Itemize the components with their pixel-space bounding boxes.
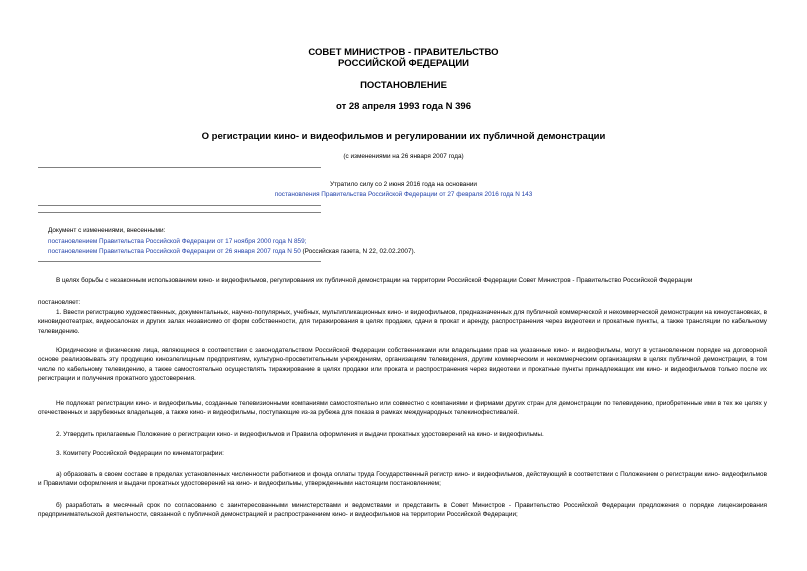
intro-paragraph: В целях борьбы с незаконным использованием кино- и видеофильмов, регулирования их публичной демонстрации на территории Российской Федерации Совет Министров - Правительство Российской Федерации [56,277,693,284]
invalidation-link[interactable]: постановления Правительства Российской Федерации от 27 февраля 2016 года N 143 [274,191,533,198]
changes-heading: Документ с изменениями, внесенными: [48,227,166,234]
amendment-note: (с изменениями на 26 января 2007 года) [343,153,464,160]
separator-1 [38,167,321,168]
paragraph-7: б) разработать в месячный срок по согласованию с заинтересованными министерствами и ведомствами и представить в Совет Министров - Правительство Российской Федерации предложения о порядке лицензирования предпринимательской деятельности, связанной с публичной демонстрацией и распространением кино- и видеофильмов на территории Российской Федерации; [38,502,767,519]
change-link-2000[interactable]: постановлением Правительства Российской Федерации от 17 ноября 2000 года N 859; [48,238,307,245]
document-date-number: от 28 апреля 1993 года N 396 [336,101,471,112]
paragraph-2: Юридические и физические лица, являющиеся в соответствии с законодательством Российской Федерации собственниками или владельцами прав на указанные кино- и видеофильмы, могут в установленном порядке на договорной основе реализовывать эту продукцию киноэлелищным предприятиям, культурно-просветительным учреждениям, организациям телевидения, другим коммерческим и некоммерческим организациям в целях публичной демонстрации, в том числе по кабельному телевидению, а также самостоятельно осуществлять тиражирование в целях продажи или проката и распространения через видеотеки и прокатные пункты принадлежащих им кино- и видеофильмов только после их регистрации и получения прокатного удостоверения. [38,347,767,382]
issuer-line-1: СОВЕТ МИНИСТРОВ - ПРАВИТЕЛЬСТВО [308,47,499,58]
separator-2 [38,205,321,206]
change-line-2007 [48,247,415,256]
paragraph-1: 1. Ввести регистрацию художественных, документальных, научно-популярных, учебных, мультипликационных кино- и видеофильмов, предназначенных для публичной коммерческой и некоммерческой демонстрации на киноустановках, в киновидеотеатрах, видеосалонах и других залах независимо от форм собственности, для тиражирования в целях продажи, сдачи в прокат и аренду, распространения через видеотеки и прокатные пункты, а также трансляции по кабельному телевидению. [38,309,767,335]
paragraph-6: а) образовать в своем составе в пределах установленных численности работников и фонда оплаты труда Государственный регистр кино- и видеофильмов, действующий в соответствии с Положением о регистрации кино- видеофильмов и Правилами оформления и выдачи прокатных удостоверений на кино- и видеофильмы, утвержденными настоящим постановлением; [38,471,767,488]
separator-4 [38,261,321,262]
change-source-note: (Российская газета, N 22, 02.02.2007). [300,248,416,255]
paragraph-4: 2. Утвердить прилагаемые Положение о регистрации кино- и видеофильмов и Правила оформления и выдачи прокатных удостоверений на кино- и видеофильмы. [56,431,544,438]
document-title: О регистрации кино- и видеофильмов и регулировании их публичной демонстрации [201,131,606,142]
decrees-word: постановляет: [38,299,81,306]
issuer-line-2: РОССИЙСКОЙ ФЕДЕРАЦИИ [337,58,469,69]
invalidation-text: Утратило силу со 2 июня 2016 года на основании [330,181,477,188]
paragraph-3: Не подлежат регистрации кино- и видеофильмы, созданные телевизионными компаниями самостоятельно или совместно с компаниями и фирмами других стран для демонстрации по телевидению, приобретенные ими в тех же целях у отечественных и зарубежных владельцев, а также кино- и видеофильмы, поступающие из-за рубежа для показа в рамках международных телекинофестивалей. [38,400,767,417]
separator-3 [38,212,321,213]
document-type: ПОСТАНОВЛЕНИЕ [360,80,447,91]
change-link-2007[interactable]: постановлением Правительства Российской Федерации от 26 января 2007 года N 50 [48,248,301,255]
paragraph-5: 3. Комитету Российской Федерации по кинематографии: [56,450,224,457]
